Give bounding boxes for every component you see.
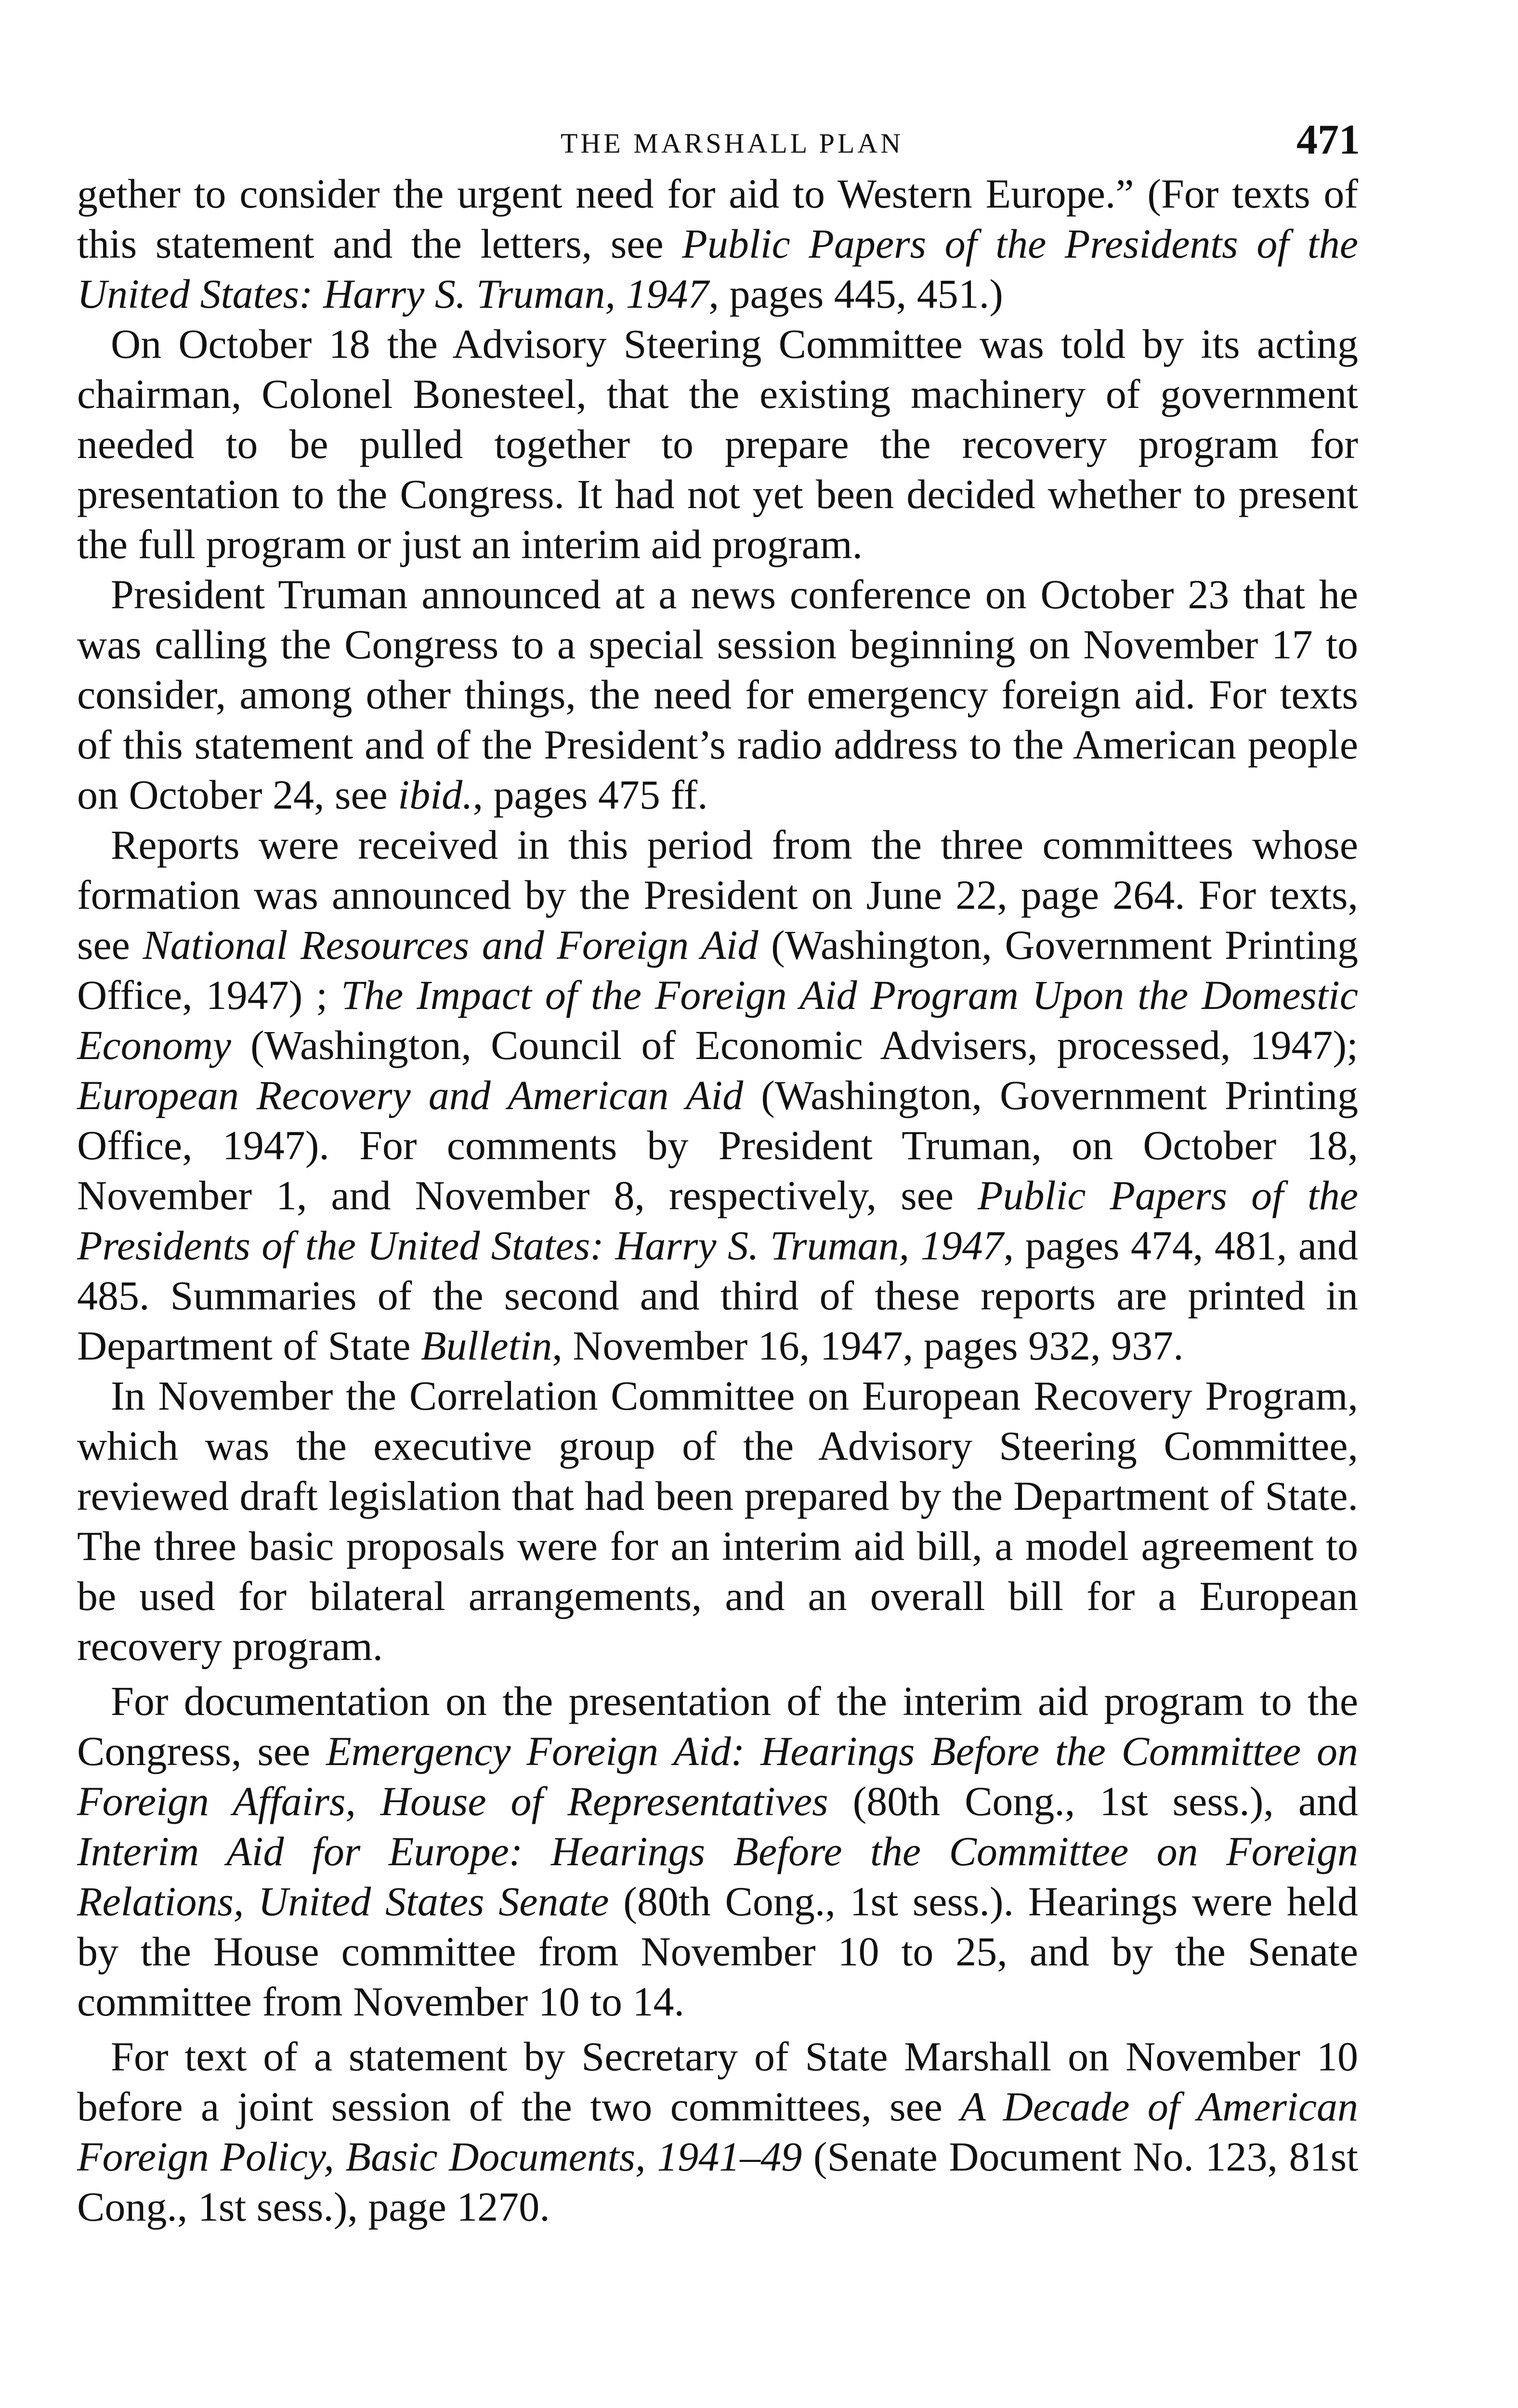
italic-title-text: Emergency Foreign Aid: Hearings Before the Committee on Foreign Affairs, House of Representatives — [77, 1728, 1359, 1824]
italic-title-text: Interim Aid for Europe: Hearings Before the Committee on Foreign Relations, United States Senate — [77, 1828, 1358, 1924]
italic-title-text: National Resources and Foreign Aid — [143, 922, 759, 968]
paragraph-text: (Senate Document No. 123, 81st Cong., 1st sess.), page 1270. — [77, 2133, 1358, 2230]
paragraph — [77, 1371, 1358, 1671]
paragraph-text: For text of a statement by Secretary of State Marshall on November 10 before a joint session of the two committees, see — [77, 2033, 1358, 2130]
paragraph — [77, 1676, 1358, 2027]
running-head: THE MARSHALL PLAN — [560, 128, 904, 159]
paragraph — [77, 569, 1358, 820]
italic-title-text: Bulletin — [421, 1322, 552, 1369]
paragraph-text: , pages 475 ff. — [472, 772, 708, 818]
body-text — [77, 169, 1358, 2232]
page-header — [77, 116, 1358, 169]
paragraph-text: (Washington, Council of Economic Advisers, processed, 1947); — [231, 1022, 1358, 1068]
paragraph-text: (Washington, Government Printing Office, 1947) ; — [77, 922, 1359, 1018]
italic-title-text: European Recovery and American Aid — [77, 1072, 744, 1118]
paragraph-text: gether to consider the urgent need for aid to Western Europe.” (For texts of this statement and the letters, see — [77, 170, 1358, 267]
paragraph-text: President Truman announced at a news conference on October 23 that he was calling the Congress to a special session beginning on November 17 to consider, among other things, the need for emergency foreign aid. For texts of this statement and of the President’s radio address to the American people on October 24, see — [77, 571, 1358, 818]
paragraph-text: In November the Correlation Committee on European Recovery Program, which was the executive group of the Advisory Steering Committee, reviewed draft legislation that had been prepared by the Department of State. The three basic proposals were for an interim aid bill, a model agreement to be used for bilateral arrangements, and an overall bill for a European recovery program. — [77, 1373, 1358, 1669]
italic-title-text: ibid. — [398, 772, 473, 818]
italic-title-text: A Decade of American Foreign Policy, Basic Documents, 1941–49 — [77, 2083, 1358, 2180]
italic-title-text: The Impact of the Foreign Aid Program Upon the Domestic Economy — [77, 972, 1358, 1068]
book-page — [77, 116, 1358, 2232]
paragraph-text: Reports were received in this period from the three committees whose formation was announced by the President on June 22, page 264. For texts, see — [77, 822, 1358, 968]
paragraph — [77, 169, 1358, 319]
italic-title-text: Public Papers of the Presidents of the United States: Harry S. Truman, 1947 — [77, 221, 1358, 317]
paragraph — [77, 820, 1358, 1371]
paragraph-text: (80th Cong., 1st sess.), and — [828, 1778, 1358, 1824]
paragraph-text: , pages 474, 481, and 485. Summaries of the second and third of these reports are printed in Department of State — [77, 1222, 1358, 1369]
italic-title-text: Public Papers of the Presidents of the United States: Harry S. Truman, 1947 — [77, 1172, 1359, 1269]
paragraph — [77, 319, 1358, 569]
paragraph-text: On October 18 the Advisory Steering Committee was told by its acting chairman, Colonel Bonesteel, that the existing machinery of government needed to be pulled together to prepare the recovery program for presentation to the Congress. It had not yet been decided whether to present the full program or just an interim aid program. — [77, 321, 1358, 567]
paragraph-text: For documentation on the presentation of the interim aid program to the Congress, see — [77, 1678, 1358, 1774]
paragraph-text: (80th Cong., 1st sess.). Hearings were held by the House committee from November 10 to 25, and by the Senate committee from November 10 to 14. — [77, 1878, 1358, 2025]
paragraph-text: , pages 445, 451.) — [708, 271, 1003, 317]
paragraph — [77, 2031, 1358, 2232]
paragraph-text: , November 16, 1947, pages 932, 937. — [552, 1322, 1184, 1369]
paragraph-text: (Washington, Government Printing Office, 1947). For comments by President Truman, on October 18, November 1, and November 8, respectively, see — [77, 1072, 1358, 1218]
page-number: 471 — [1296, 117, 1360, 163]
